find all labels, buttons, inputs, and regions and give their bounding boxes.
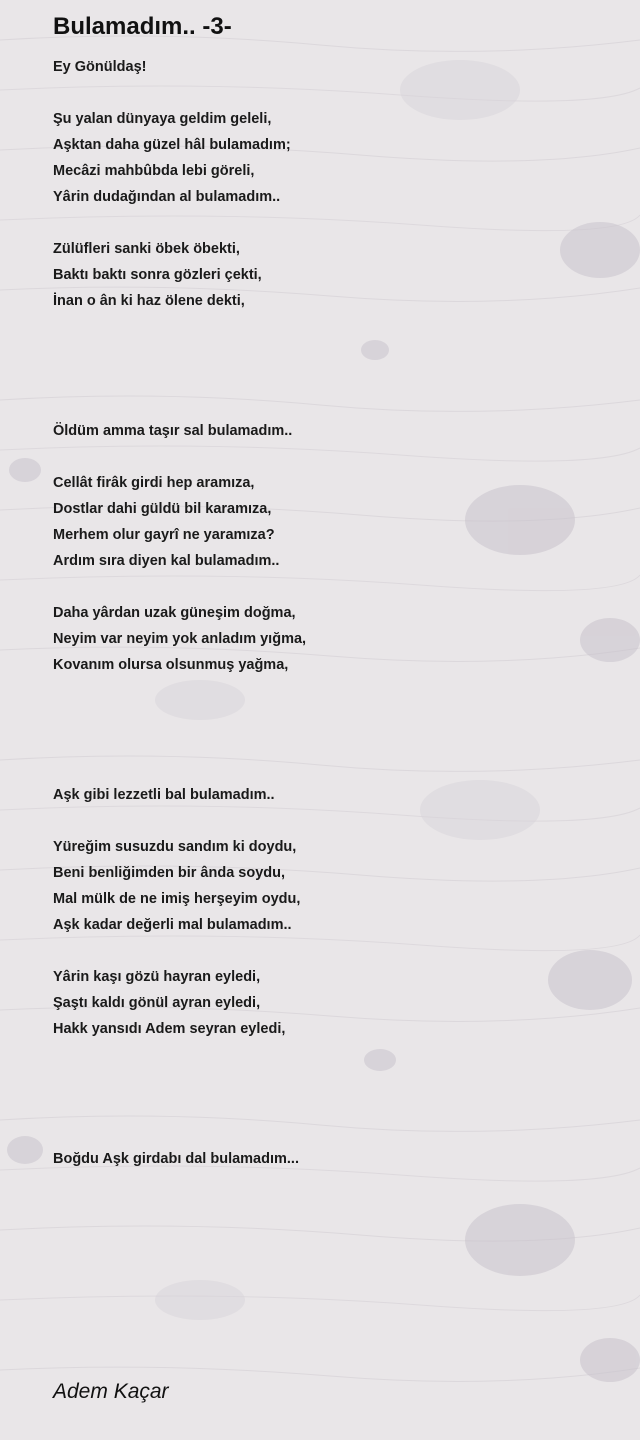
poem-line: Neyim var neyim yok anladım yığma, <box>53 631 307 647</box>
poem-line: Aşk kadar değerli mal bulamadım.. <box>53 917 292 933</box>
poem-line: Yârin kaşı gözü hayran eyledi, <box>53 969 261 985</box>
poem-line: Cellât firâk girdi hep aramıza, <box>53 475 255 491</box>
stanza-break <box>53 756 373 782</box>
stanza-break <box>53 392 373 418</box>
poem-line: Daha yârdan uzak güneşim doğma, <box>53 605 296 621</box>
poem-line: Öldüm amma taşır sal bulamadım.. <box>53 423 293 439</box>
poem-line: Yüreğim susuzdu sandım ki doydu, <box>53 839 297 855</box>
stanza-break <box>53 1042 373 1068</box>
poem-line: Beni benliğimden bir ânda soydu, <box>53 865 286 881</box>
poem-author: Adem Kaçar <box>53 1380 169 1403</box>
poem-line: Şu yalan dünyaya geldim geleli, <box>53 111 272 127</box>
stanza-break <box>53 730 373 756</box>
stanza-break <box>53 1068 373 1094</box>
stanza-break <box>53 80 373 106</box>
stanza-break <box>53 444 373 470</box>
poem-line: Zülüfleri sanki öbek öbekti, <box>53 241 240 257</box>
poem-line: Ey Gönüldaş! <box>53 59 147 75</box>
poem-title: Bulamadım.. -3- <box>53 13 232 40</box>
stanza-break <box>53 340 373 366</box>
stanza-break <box>53 1094 373 1120</box>
poem-line: İnan o ân ki haz ölene dekti, <box>53 293 245 309</box>
poem-line: Ardım sıra diyen kal bulamadım.. <box>53 553 280 569</box>
stanza-break <box>53 704 373 730</box>
poem-body <box>53 54 373 1172</box>
stanza-break <box>53 938 373 964</box>
poem-line: Hakk yansıdı Adem seyran eyledi, <box>53 1021 286 1037</box>
stanza-break <box>53 574 373 600</box>
poem-line: Mal mülk de ne imiş herşeyim oydu, <box>53 891 301 907</box>
stanza-break <box>53 314 373 340</box>
poem-line: Boğdu Aşk girdabı dal bulamadım... <box>53 1151 299 1167</box>
stanza-break <box>53 808 373 834</box>
poem-line: Merhem olur gayrî ne yaramıza? <box>53 527 275 543</box>
poem-line: Kovanım olursa olsunmuş yağma, <box>53 657 289 673</box>
poem-line: Yârin dudağından al bulamadım.. <box>53 189 281 205</box>
poem-line: Mecâzi mahbûbda lebi göreli, <box>53 163 255 179</box>
poem-line: Baktı baktı sonra gözleri çekti, <box>53 267 262 283</box>
poem-line: Dostlar dahi güldü bil karamıza, <box>53 501 272 517</box>
stanza-break <box>53 1120 373 1146</box>
poem-line: Şaştı kaldı gönül ayran eyledi, <box>53 995 261 1011</box>
poem-line: Aşktan daha güzel hâl bulamadım; <box>53 137 291 153</box>
stanza-break <box>53 210 373 236</box>
stanza-break <box>53 366 373 392</box>
poem-line: Aşk gibi lezzetli bal bulamadım.. <box>53 787 275 803</box>
stanza-break <box>53 678 373 704</box>
